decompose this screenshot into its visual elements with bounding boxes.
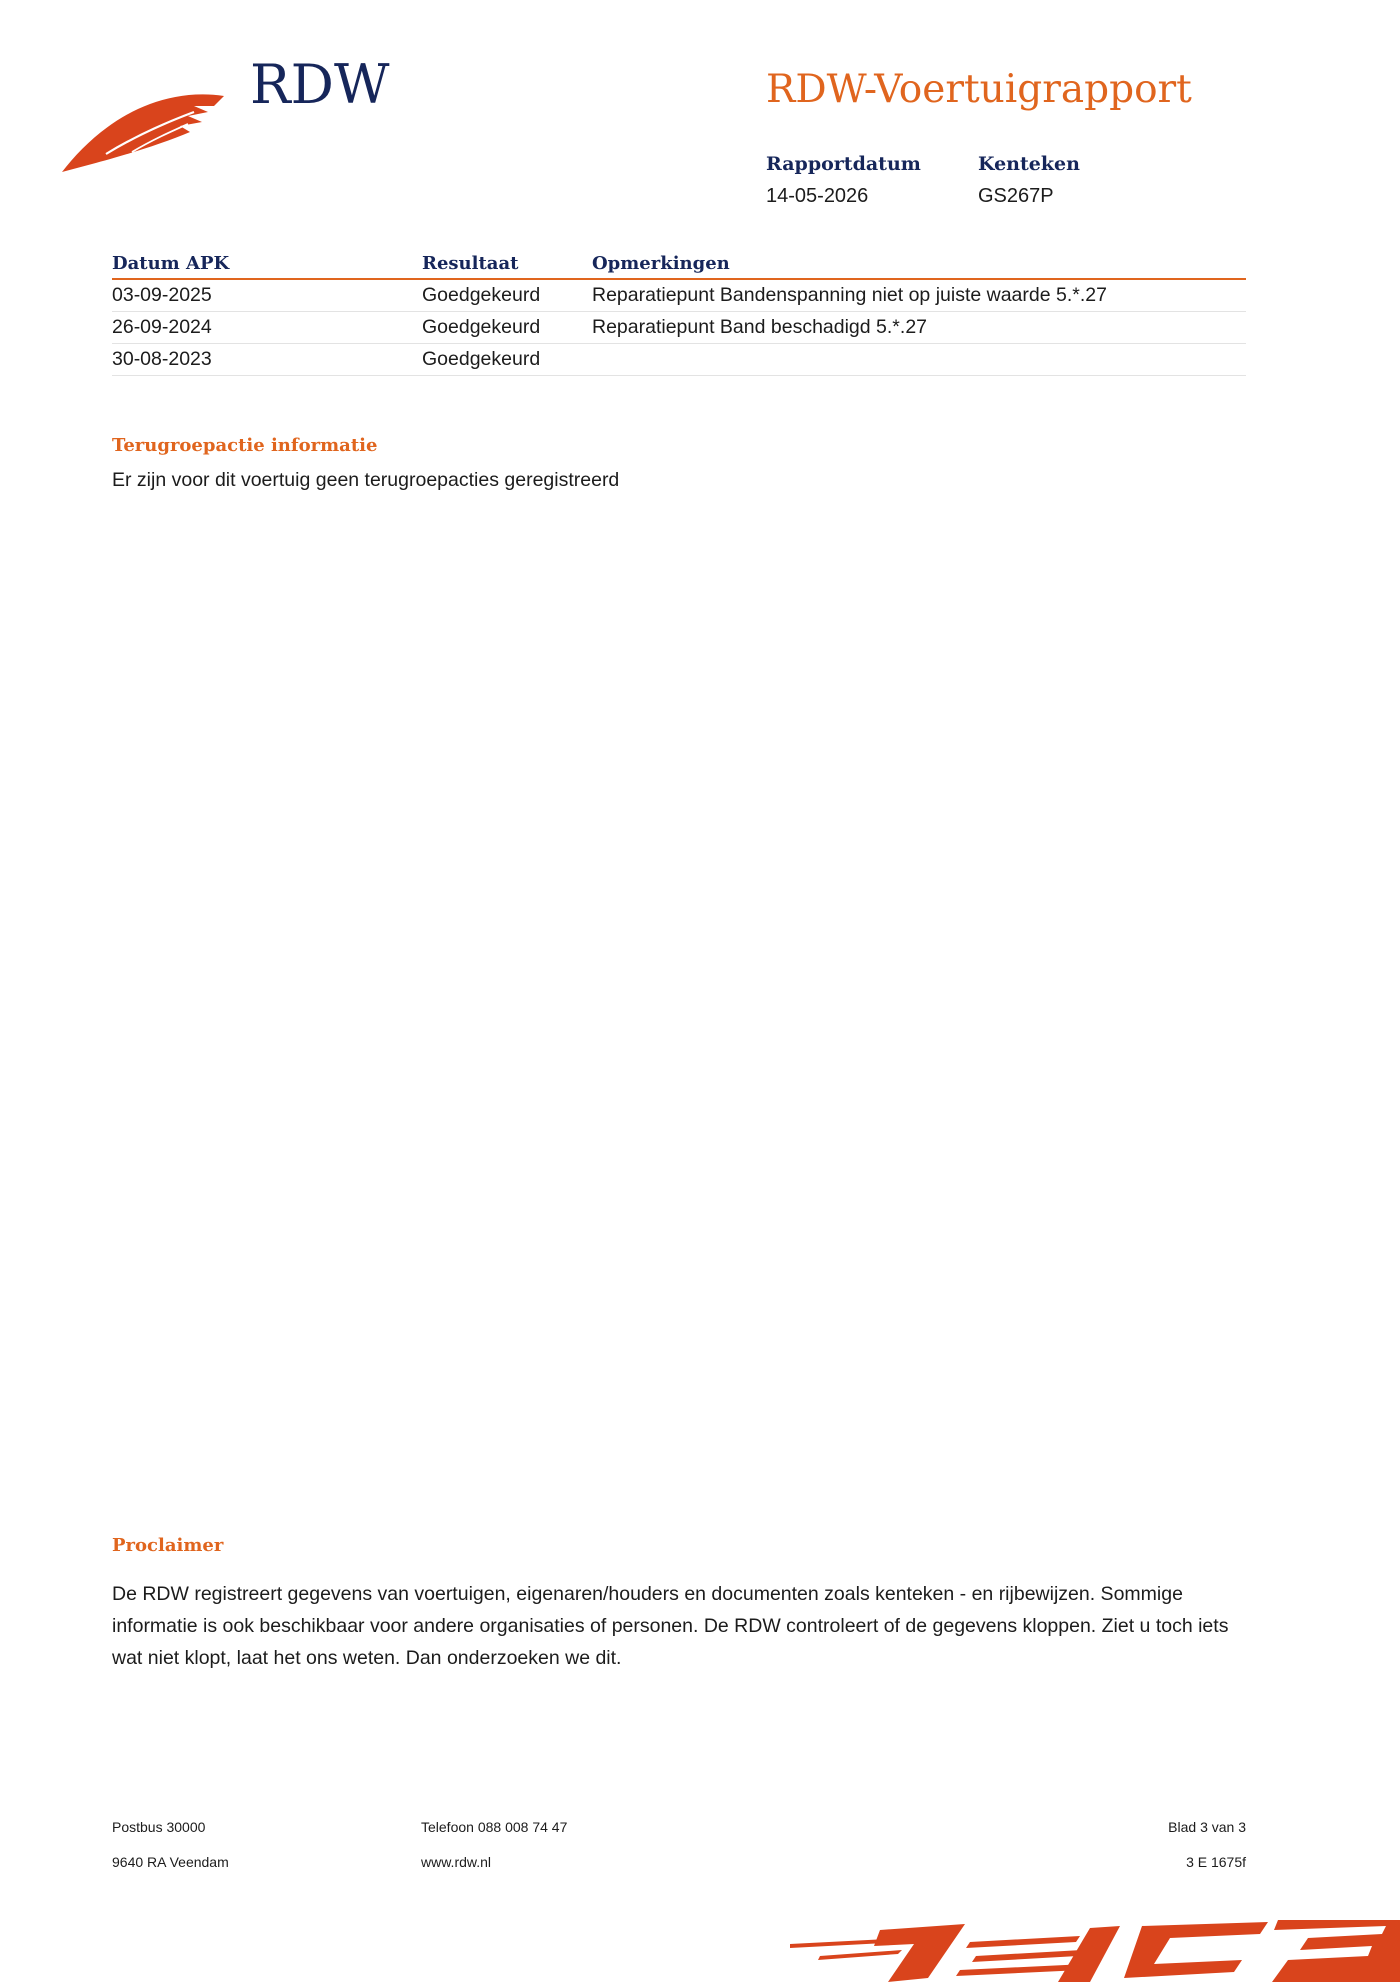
rdw-stripes-icon — [790, 1920, 1400, 1982]
plate-block — [978, 152, 1080, 208]
disclaimer-title: Proclaimer — [112, 1535, 224, 1556]
footer-postbus: Postbus 30000 — [112, 1819, 206, 1835]
plate-label: Kenteken — [978, 153, 1080, 175]
report-date-label: Rapportdatum — [766, 153, 921, 175]
report-date-block — [766, 152, 921, 208]
plate-value: GS267P — [978, 185, 1054, 207]
apk-table — [112, 246, 1246, 376]
apk-result: Goedgekeurd — [422, 344, 592, 376]
column-header-result: Resultaat — [422, 246, 592, 279]
table-header-row — [112, 246, 1246, 279]
apk-result: Goedgekeurd — [422, 279, 592, 312]
column-header-date: Datum APK — [112, 246, 422, 279]
footer-city: 9640 RA Veendam — [112, 1854, 229, 1870]
table-row — [112, 312, 1246, 344]
footer-website: www.rdw.nl — [421, 1854, 492, 1870]
apk-date: 03-09-2025 — [112, 279, 422, 312]
rdw-logo-icon — [62, 88, 230, 178]
footer-page-number: Blad 3 van 3 — [1168, 1819, 1246, 1835]
apk-remark — [592, 344, 1246, 376]
report-title: RDW-Voertuigrapport — [766, 67, 1192, 112]
apk-remark: Reparatiepunt Band beschadigd 5.*.27 — [592, 312, 1246, 344]
footer-document-code: 3 E 1675f — [1186, 1854, 1246, 1870]
disclaimer-text: De RDW registreert gegevens van voertuigen, eigenaren/houders en documenten zoals kenteken - en rijbewijzen. Sommige informatie is ook beschikbaar voor andere organisaties of personen. De RDW controleert of de gegevens kloppen. Ziet u toch iets wat niet klopt, laat het ons weten. Dan onderzoeken we dit. — [112, 1583, 1229, 1669]
apk-remark: Reparatiepunt Bandenspanning niet op juiste waarde 5.*.27 — [592, 279, 1246, 312]
report-date-value: 14-05-2026 — [766, 185, 869, 207]
column-header-remarks: Opmerkingen — [592, 246, 1246, 279]
footer-phone: Telefoon 088 008 74 47 — [421, 1819, 568, 1835]
apk-result: Goedgekeurd — [422, 312, 592, 344]
recall-text: Er zijn voor dit voertuig geen terugroepacties geregistreerd — [112, 469, 620, 491]
apk-date: 26-09-2024 — [112, 312, 422, 344]
table-row — [112, 279, 1246, 312]
apk-date: 30-08-2023 — [112, 344, 422, 376]
table-row — [112, 344, 1246, 376]
recall-title: Terugroepactie informatie — [112, 435, 378, 456]
brand-name: RDW — [250, 53, 390, 116]
